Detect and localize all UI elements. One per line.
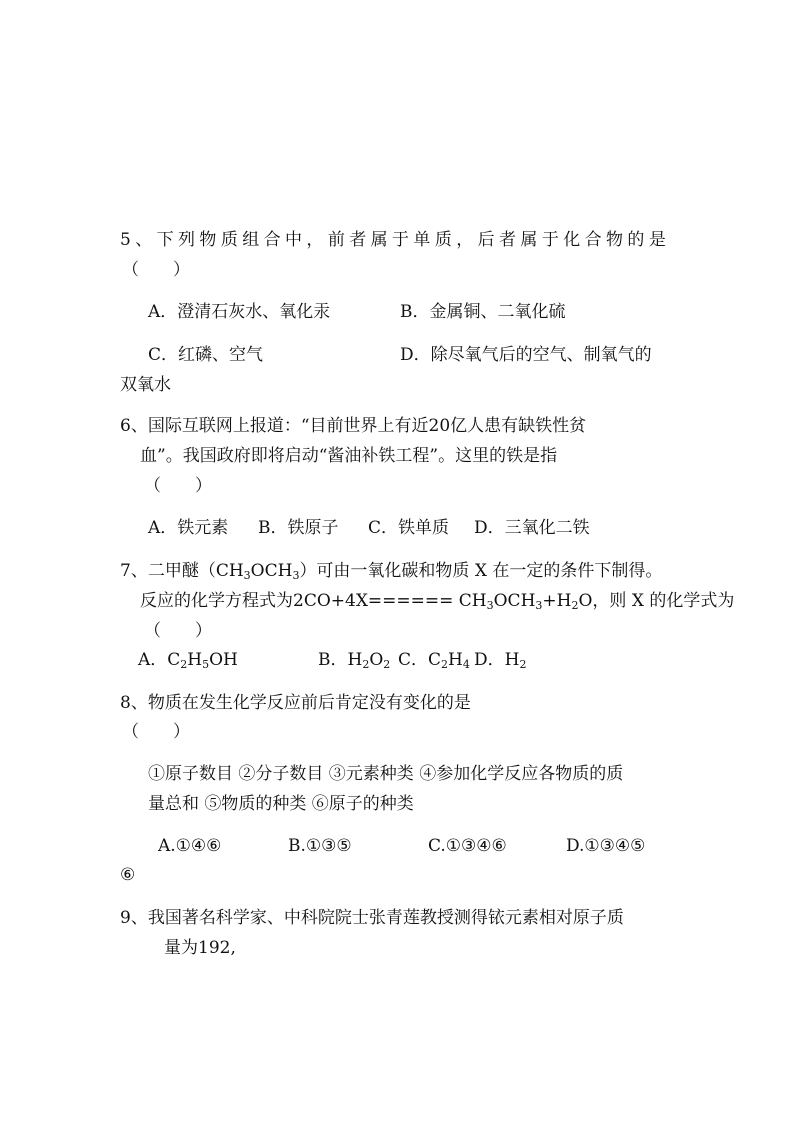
q7-stem-line1: 7、二甲醚$(CH_3OCH_3)$可由一氧化碳和物质 X 在一定的条件下制得。 bbox=[120, 561, 663, 582]
q5-option-d-continued: 双氧水 bbox=[120, 375, 171, 395]
q6-option-b: B．铁原子 bbox=[258, 518, 339, 538]
q6-option-d: D．三氧化二铁 bbox=[474, 518, 590, 538]
q6-option-a: A．铁元素 bbox=[148, 518, 229, 538]
q5-option-b: B．金属铜、二氧化硫 bbox=[400, 302, 566, 322]
q7-option-c: C．$C_2H_4$ bbox=[398, 650, 470, 671]
q8-option-d-continued: ⑥ bbox=[120, 865, 136, 885]
q6-stem-line2: 血”。我国政府即将启动“酱油补铁工程”。这里的铁是指 bbox=[140, 446, 558, 466]
q8-items-line1: ①原子数目 ②分子数目 ③元素种类 ④参加化学反应各物质的质 bbox=[148, 764, 624, 784]
q8-option-c: C.①③④⑥ bbox=[428, 836, 507, 856]
q8-items-line2: 量总和 ⑤物质的种类 ⑥原子的种类 bbox=[148, 794, 414, 814]
q7-option-b: B．$H_2O_2$ bbox=[318, 650, 391, 671]
q6-option-c: C．铁单质 bbox=[368, 518, 450, 538]
q5-stem: 5、下列物质组合中，前者属于单质，后者属于化合物的是 bbox=[120, 230, 671, 250]
q8-option-d: D.①③④⑤ bbox=[566, 836, 646, 856]
q6-stem-line1: 6、国际互联网上报道：“目前世界上有近20亿人患有缺铁性贫 bbox=[120, 416, 587, 436]
q8-stem: 8、物质在发生化学反应前后肯定没有变化的是 bbox=[120, 693, 471, 713]
q8-answer-paren: （ ） bbox=[122, 722, 190, 742]
q9-stem-line1: 9、我国著名科学家、中科院院士张青莲教授测得铱元素相对原子质 bbox=[120, 908, 624, 928]
q7-answer-paren: （ ） bbox=[144, 621, 212, 641]
q8-option-b: B.①③⑤ bbox=[288, 836, 352, 856]
q7-option-d: D．$H_2$ bbox=[474, 650, 527, 671]
q7-equation-line: 反应的化学方程式为$2CO+4X====== CH_3OCH_3+H_2O$，则 X 的化学式为 bbox=[140, 591, 735, 612]
q8-option-a: A.①④⑥ bbox=[158, 836, 222, 856]
q5-answer-paren: （ ） bbox=[122, 260, 190, 280]
q5-option-c: C．红磷、空气 bbox=[148, 345, 264, 365]
q9-stem-line2: 量为192, bbox=[164, 938, 236, 958]
q6-answer-paren: （ ） bbox=[144, 476, 212, 496]
q5-option-d: D．除尽氧气后的空气、制氧气的 bbox=[400, 345, 652, 365]
q5-option-a: A．澄清石灰水、氧化汞 bbox=[148, 302, 331, 322]
q7-option-a: A．$C_2H_5OH$ bbox=[138, 650, 238, 671]
